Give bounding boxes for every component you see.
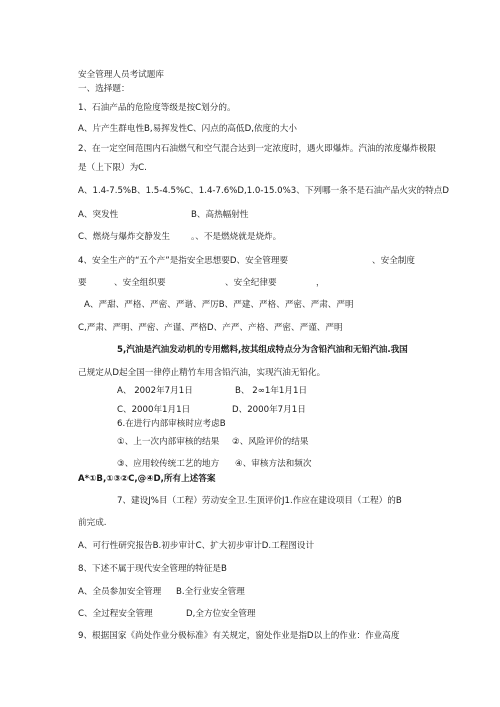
question-4-blank-5: 、安全纪律要	[225, 278, 277, 288]
question-1-options: A、片产生群电性B,易挥发性C、闪点的高低D,依度的大小	[78, 124, 297, 134]
question-4-options-cd: C,严肃、严明、严密、产谨、严格D、产严、产格、严密、严谨、严明	[78, 323, 343, 333]
question-6-item-1: ①、上一次内部审核的结果	[117, 437, 220, 447]
question-5-option-a: A、 2002年7月1日	[117, 386, 193, 396]
question-8-option-b: B.全行业安全管理	[176, 587, 245, 597]
question-5: 5,汽油是汽油发动机的专用燃料,按其组成特点分为含铅汽油和无铅汽油.我国	[117, 345, 408, 355]
question-6: 6.在进行内部审核时应考虑B	[117, 419, 226, 429]
question-6-item-2: ②、风险评价的结果	[232, 437, 309, 447]
question-4-options-ab: A、严甜、严格、严密、严谐、严厉B、严建、严格、严密、严肃、严明	[84, 300, 354, 310]
question-5-option-d: D、2000年7月1日	[232, 405, 306, 415]
question-3-option-c: C、燃烧与爆炸交静发生	[78, 232, 170, 242]
question-2: 2、在一定空间范围内石油燃气和空气混合达到一定浓度时，遇火即爆炸。汽油的浓度爆炸极限	[78, 144, 436, 154]
question-3-option-d: 。、不是燃烧就是烧炸。	[191, 232, 282, 242]
question-3-option-b: B、高热幅射性	[191, 210, 249, 220]
question-4-comma: ，	[316, 278, 325, 288]
question-5-option-b: B、 2∞1年1月1日	[235, 386, 308, 396]
question-5-option-c: C、2000年1月1日	[117, 405, 191, 415]
question-2-options: A、1.4-7.5%B、1.5-4.5%C、1.4-7.6%D,1.0-15.0%3、下列哪一条不是石油产品火灾的特点D	[78, 186, 449, 196]
question-7-cont: 前完成.	[78, 518, 107, 528]
section-heading: 一、选择题：	[78, 84, 130, 94]
question-6-item-3: ③、应用较传统工艺的地方	[117, 459, 220, 469]
question-8-option-a: A、全员参加安全管理	[78, 587, 162, 597]
question-2-cont: 是（上下限）为C.	[78, 163, 147, 173]
question-8-option-d: D,全方位安全管理	[186, 609, 256, 619]
document-title: 安全管理人员考试题库	[78, 70, 164, 80]
question-8-option-c: C、全过程安全管理	[78, 609, 153, 619]
question-3-option-a: A、突发性	[78, 210, 119, 220]
question-6-item-4: ④、审核方法和频次	[235, 459, 312, 469]
question-4-cont: 要	[78, 278, 87, 288]
question-7: 7、建设J%目（工程）劳动安全卫.生顶评价J1.作应在建设项目（工程）的B	[117, 496, 402, 506]
question-6-options: A*①B,①③②C,@④D,所有上述答案	[78, 474, 216, 484]
question-4: 4、安全生产的“五个产”是指安全思想要D、安全管理要	[78, 256, 289, 266]
question-1: 1、石油产品的危险度等级是按C划分的。	[78, 103, 236, 113]
question-7-options: A、可行性研究报告B.初步审计C、扩大初步审计D.工程图设计	[78, 541, 315, 551]
question-4-blank-4: 、安全组织要	[114, 278, 166, 288]
question-8: 8、下述不属于现代安全管理的特征是B	[78, 564, 227, 574]
question-4-blank-3: 、安全制度	[372, 256, 415, 266]
question-5-cont: 己规定从D起全国一律停止精竹车用含铅汽油，实现汽油无铅化。	[78, 368, 326, 378]
question-9: 9、根据国家《尚处作业分极标准》有关规定，窗处作业是指D以上的作业：作业高度	[78, 631, 400, 641]
